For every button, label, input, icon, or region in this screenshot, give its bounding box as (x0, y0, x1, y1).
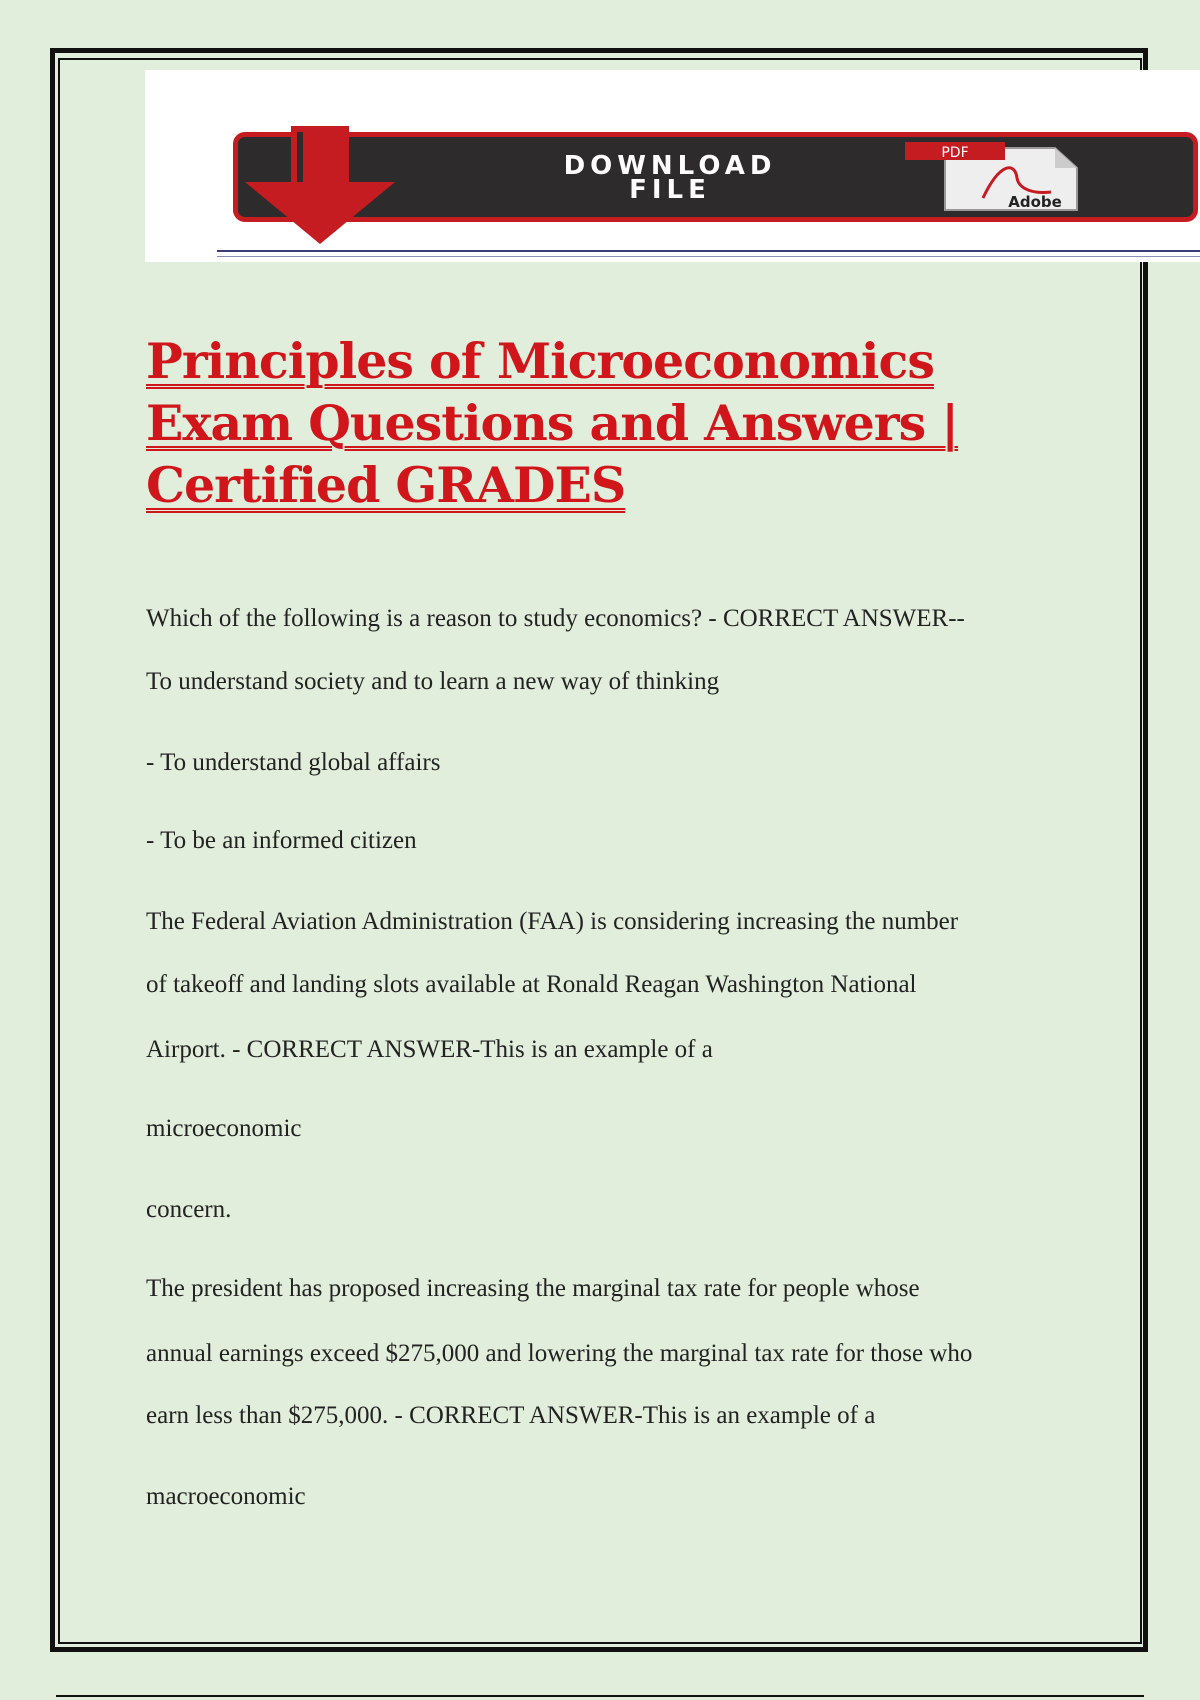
pdf-brand-text: Adobe (1008, 193, 1062, 211)
question-line: annual earnings exceed $275,000 and lowering the marginal tax rate for those who (146, 1340, 973, 1367)
pdf-tag-text: PDF (941, 145, 969, 161)
question-line: Which of the following is a reason to study economics? - CORRECT ANSWER-- (146, 605, 965, 632)
question-line: The Federal Aviation Administration (FAA) is considering increasing the number (146, 908, 959, 935)
document-title: Principles of Microeconomics Exam Questions and Answers | Certified GRADES (146, 332, 959, 514)
download-file-label[interactable] (475, 151, 865, 205)
question-line: earn less than $275,000. - CORRECT ANSWER-This is an example of a (146, 1402, 876, 1429)
answer-line: concern. (146, 1196, 232, 1223)
pdf-file-icon (905, 142, 1105, 212)
footer-rule (56, 1695, 1144, 1697)
answer-line: macroeconomic (146, 1483, 306, 1510)
download-file-banner[interactable] (145, 70, 1200, 262)
download-label-line1: DOWNLOAD (563, 151, 777, 181)
download-label-line2: FILE (629, 175, 711, 205)
answer-line: - To understand global affairs (146, 749, 441, 776)
answer-line: To understand society and to learn a new way of thinking (146, 668, 720, 695)
answer-line: microeconomic (146, 1115, 302, 1142)
download-arrow-icon (245, 126, 395, 246)
question-line: The president has proposed increasing the marginal tax rate for people whose (146, 1275, 920, 1302)
question-line: Airport. - CORRECT ANSWER-This is an example of a (146, 1036, 713, 1063)
answer-line: - To be an informed citizen (146, 827, 417, 854)
banner-rule-thin (217, 256, 1200, 257)
question-line: of takeoff and landing slots available at Ronald Reagan Washington National (146, 971, 917, 998)
banner-rule (217, 250, 1200, 252)
